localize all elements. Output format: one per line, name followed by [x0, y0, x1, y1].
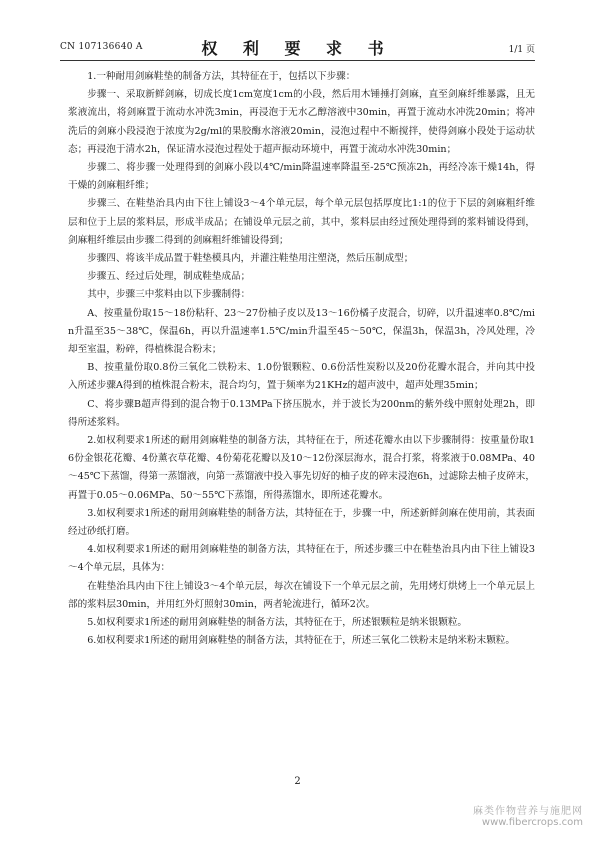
claim-paragraph: 步骤三、在鞋垫治具内由下往上铺设3～4个单元层，每个单元层包括厚度比1:1的位于下层的剑麻粗纤维层和位于上层的浆料层，形成半成品；在铺设单元层之前，其中，浆料层由经过预处理得到的浆料铺设得到，剑麻粗纤维层由步骤二得到的剑麻粗纤维铺设得到；: [68, 198, 535, 246]
page-title: 权 利 要 求 书: [201, 39, 394, 58]
claim-paragraph: 3.如权利要求1所述的耐用剑麻鞋垫的制备方法，其特征在于，步骤一中，所述新鲜剑麻在使用前，其表面经过砂纸打磨。: [68, 507, 535, 538]
watermark-url: www.fibercrops.com: [481, 817, 583, 828]
page-of-indicator: 1/1 页: [508, 45, 535, 55]
claim-paragraph: 5.如权利要求1所述的耐用剑麻鞋垫的制备方法，其特征在于，所述银颗粒是纳米银颗粒。: [87, 617, 468, 629]
claim-paragraph: A、按重量份取15～18份粘秆、23～27份柚子皮以及13～16份橘子皮混合，切碎，以升温速率0.8℃/min升温至35～38℃，保温6h，再以升温速率1.5℃/min升温至45～50℃，保温3h，保温3h，冷风处理，冷却至室温，粉碎，得植株混合粉末；: [68, 307, 535, 356]
claim-paragraph: 4.如权利要求1所述的耐用剑麻鞋垫的制备方法，其特征在于，所述步骤三中在鞋垫治具内由下往上铺设3～4个单元层，具体为：: [68, 544, 535, 574]
claim-paragraph: 步骤一、采取新鲜剑麻，切成长度1cm宽度1cm的小段，然后用木锤捶打剑麻，直至剑麻纤维暴露，且无浆液流出，将剑麻置于流动水冲洗3min，再浸泡于无水乙醇溶液中30min，再置于流动水冲洗20min；将冲洗后的剑麻小段浸泡于浓度为2g/ml的果胶酶水溶液20min，浸泡过程中不断搅拌，使得剑麻小段处于运动状态；再浸泡于清水2h，保证清水浸泡过程处于超声振动环境中，再置于流动水冲洗30min；: [68, 89, 535, 155]
document-number: CN 107136640 A: [60, 42, 143, 52]
claim-paragraph: 在鞋垫治具内由下往上铺设3～4个单元层，每次在铺设下一个单元层之前，先用烤灯烘烤上一个单元层上部的浆料层30min，并用红外灯照射30min，两者轮流进行，循环2次。: [68, 580, 535, 610]
claim-paragraph: 2.如权利要求1所述的耐用剑麻鞋垫的制备方法，其特征在于，所述花瓣水由以下步骤制得：按重量份取16份金银花花瓣、4份薰衣草花瓣、4份菊花花瓣以及10～12份深层海水，混合打浆，将浆液于0.08MPa、40～45℃下蒸馏，得第一蒸馏液，向第一蒸馏液中投入事先切好的柚子皮的碎末浸泡6h，过滤除去柚子皮碎末，再置于0.05～0.06MPa、50～55℃下蒸馏，所得蒸馏水，即所述花瓣水。: [68, 435, 535, 501]
page-header: [60, 36, 535, 58]
claim-paragraph: 6.如权利要求1所述的耐用剑麻鞋垫的制备方法，其特征在于，所述三氧化二铁粉末是纳米粉末颗粒。: [87, 635, 515, 647]
claims-body: [68, 68, 535, 651]
claim-paragraph: B、按重量份取0.8份三氧化二铁粉末、1.0份银颗粒、0.6份活性炭粉以及20份花瓣水混合，并向其中投入所述步骤A得到的植株混合粉末，混合均匀，置于频率为21KHz的超声波中，超声处理35min；: [68, 362, 535, 392]
claim-paragraph: 1.一种耐用剑麻鞋垫的制备方法，其特征在于，包括以下步骤：: [87, 71, 356, 82]
claim-paragraph: 其中，步骤三中浆料由以下步骤制得：: [87, 289, 251, 301]
watermark-text: 麻类作物营养与施肥网: [473, 806, 583, 817]
page-number: 2: [294, 776, 301, 787]
header-divider: [60, 60, 535, 61]
claim-paragraph: 步骤四、将该半成品置于鞋垫模具内，并灌注鞋垫用注塑浇，然后压制成型；: [87, 253, 414, 265]
site-watermark: [423, 802, 583, 828]
claim-paragraph: 步骤五、经过后处理，制成鞋垫成品；: [87, 271, 251, 283]
claim-paragraph: 步骤二、将步骤一处理得到的剑麻小段以4℃/min降温速率降温至-25℃预冻2h，再经冷冻干燥14h，得干燥的剑麻粗纤维；: [68, 162, 535, 192]
claim-paragraph: C、将步骤B超声得到的混合物于0.13MPa下挤压脱水，并于波长为200nm的紫外线中照射处理2h，即得所述浆料。: [68, 398, 535, 428]
